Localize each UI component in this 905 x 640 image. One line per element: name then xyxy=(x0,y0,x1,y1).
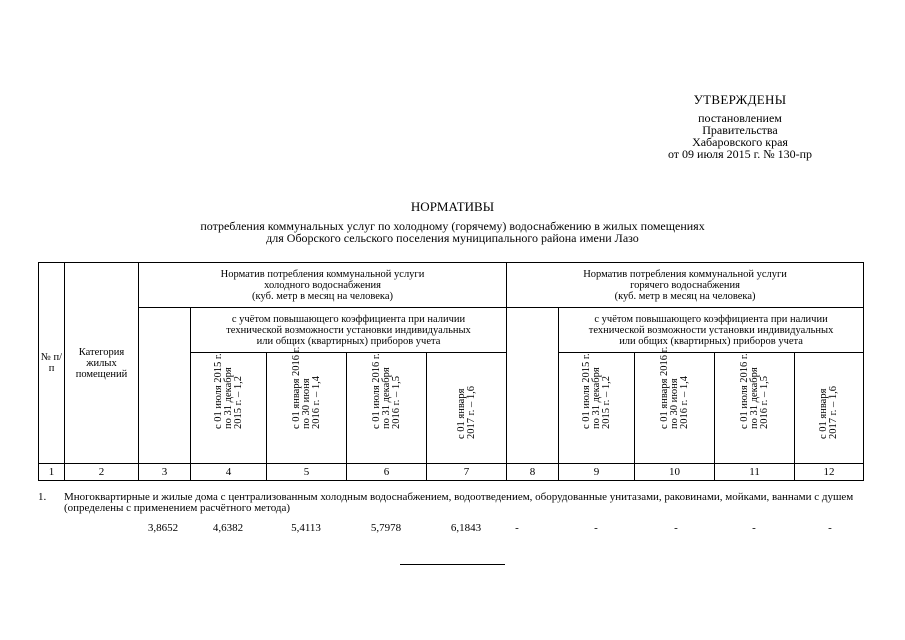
value-cell: - xyxy=(594,522,598,534)
hot-water-header xyxy=(507,263,864,308)
header-row xyxy=(39,263,864,308)
header-line: или общих (квартирных) приборов учета xyxy=(256,335,441,347)
value-cell: 5,7978 xyxy=(370,522,402,534)
value-cell: 5,4113 xyxy=(291,522,321,534)
header-row xyxy=(39,308,864,353)
approval-line: Хабаровского края xyxy=(692,135,788,149)
value-cell: 6,1843 xyxy=(450,522,482,534)
header-line: с учётом повышающего коэффициента при наличии xyxy=(594,313,828,325)
period-header-cold: с 01 июля 2016 г. по 31 декабря 2016 г. – 1,5 xyxy=(347,353,427,464)
footer-divider xyxy=(400,564,505,565)
period-header-hot: с 01 июля 2016 г. по 31 декабря 2016 г. – 1,5 xyxy=(715,353,795,464)
approval-date: от 09 июля 2015 г. № 130-пр xyxy=(667,147,813,161)
header-line: (куб. метр в месяц на человека) xyxy=(252,290,393,302)
header-line: Норматив потребления коммунальной услуги xyxy=(220,268,425,280)
header-line: технической возможности установки индивидуальных xyxy=(588,324,834,336)
header-line: (куб. метр в месяц на человека) xyxy=(614,290,756,302)
column-number: 2 xyxy=(65,464,139,481)
section-number: 1. xyxy=(38,491,47,503)
subtitle-line: для Оборского сельского поселения муниципального района имени Лазо xyxy=(266,231,639,245)
value-cell: 3,8652 xyxy=(147,522,179,534)
header-line: с учётом повышающего коэффициента при наличии xyxy=(231,313,466,325)
column-number-row xyxy=(39,464,864,481)
column-number: 7 xyxy=(427,464,507,481)
cold-coef-header xyxy=(191,308,507,353)
column-number: 12 xyxy=(795,464,864,481)
period-header-cold: с 01 января 2017 г. – 1,6 xyxy=(427,353,507,464)
hot-coef-header xyxy=(559,308,864,353)
column-number: 8 xyxy=(507,464,559,481)
cold-water-header xyxy=(139,263,507,308)
column-number: 10 xyxy=(635,464,715,481)
period-header-hot: с 01 января 2016 г. по 30 июня 2016 г. – 1,4 xyxy=(635,353,715,464)
section-text: Многоквартирные и жилые дома с централизованным холодным водоснабжением, водоотведением, оборудованные унитазами, раковинами, мойками, ваннами с душем (определены с применением расчётного метода) xyxy=(64,491,854,514)
approval-line: Правительства xyxy=(702,123,778,137)
approval-line: постановлением xyxy=(698,111,782,125)
column-number: 4 xyxy=(191,464,267,481)
value-cell: 4,6382 xyxy=(212,522,244,534)
period-header-hot: с 01 января 2017 г. – 1,6 xyxy=(795,353,864,464)
column-number: 5 xyxy=(267,464,347,481)
cold-base-header xyxy=(139,308,191,464)
approval-title: УТВЕРЖДЕНЫ xyxy=(693,92,787,107)
hot-base-header xyxy=(507,308,559,464)
period-header-cold: с 01 июля 2015 г. по 31 декабря 2015 г. – 1,2 xyxy=(191,353,267,464)
col-category-header: Категория жилых помещений xyxy=(65,263,139,464)
value-cell: - xyxy=(828,522,832,534)
document-title: НОРМАТИВЫ xyxy=(410,199,495,214)
col-number-header: № п/п xyxy=(39,263,65,464)
value-cell: - xyxy=(674,522,678,534)
period-header-hot: с 01 июля 2015 г. по 31 декабря 2015 г. – 1,2 xyxy=(559,353,635,464)
header-line: Норматив потребления коммунальной услуги xyxy=(583,268,787,280)
document-subtitle xyxy=(100,220,805,244)
column-number: 6 xyxy=(347,464,427,481)
column-number: 11 xyxy=(715,464,795,481)
approval-block xyxy=(640,94,840,160)
period-header-cold: с 01 января 2016 г. по 30 июня 2016 г. – 1,4 xyxy=(267,353,347,464)
column-number: 9 xyxy=(559,464,635,481)
value-cell: - xyxy=(752,522,756,534)
column-number: 1 xyxy=(39,464,65,481)
subtitle-line: потребления коммунальных услуг по холодному (горячему) водоснабжению в жилых помещениях xyxy=(200,219,705,233)
header-line: горячего водоснабжения xyxy=(630,279,740,291)
norms-table xyxy=(38,262,864,481)
header-line: холодного водоснабжения xyxy=(264,279,381,291)
value-cell: - xyxy=(515,522,519,534)
column-number: 3 xyxy=(139,464,191,481)
header-line: или общих (квартирных) приборов учета xyxy=(619,335,803,347)
header-line: технической возможности установки индивидуальных xyxy=(226,324,471,336)
